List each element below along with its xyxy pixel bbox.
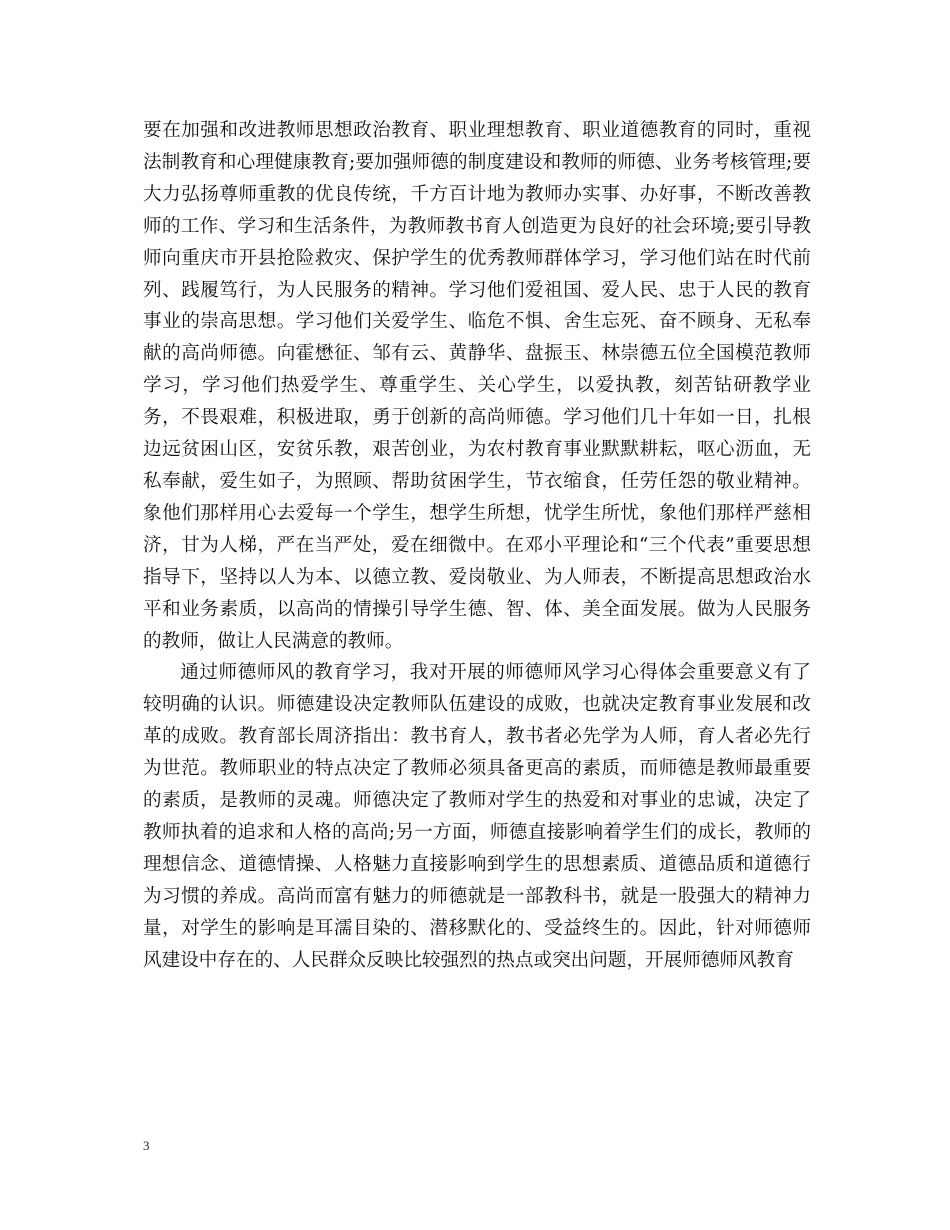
page-number: 3 — [143, 1138, 150, 1153]
paragraph-2: 通过师德师风的教育学习，我对开展的师德师风学习心得体会重要意义有了较明确的认识。师德建设决定教师队伍建设的成败，也就决定教育事业发展和改革的成败。教育部长周济指出：教书育人，教书者必先学为人师，育人者必先行为世范。教师职业的特点决定了教师必须具备更高的素质，而师德是教师最重要的素质，是教师的灵魂。师德决定了教师对学生的热爱和对事业的忠诚，决定了教师执着的追求和人格的高尚;另一方面，师德直接影响着学生们的成长，教师的理想信念、道德情操、人格魅力直接影响到学生的思想素质、道德品质和道德行为习惯的养成。高尚而富有魅力的师德就是一部教科书，就是一股强大的精神力量，对学生的影响是耳濡目染的、潜移默化的、受益终生的。因此，针对师德师风建设中存在的、人民群众反映比较强烈的热点或突出问题，开展师德师风教育 — [143, 662, 811, 971]
paragraph-1: 要在加强和改进教师思想政治教育、职业理想教育、职业道德教育的同时，重视法制教育和心理健康教育;要加强师德的制度建设和教师的师德、业务考核管理;要大力弘扬尊师重教的优良传统，千方百计地为教师办实事、办好事，不断改善教师的工作、学习和生活条件，为教师教书育人创造更为良好的社会环境;要引导教师向重庆市开县抢险救灾、保护学生的优秀教师群体学习，学习他们站在时代前列、践履笃行，为人民服务的精神。学习他们爱祖国、爱人民、忠于人民的教育事业的崇高思想。学习他们关爱学生、临危不惧、舍生忘死、奋不顾身、无私奉献的高尚师德。向霍懋征、邹有云、黄静华、盘振玉、林崇德五位全国模范教师学习，学习他们热爱学生、尊重学生、关心学生，以爱执教，刻苦钻研教学业务，不畏艰难，积极进取，勇于创新的高尚师德。学习他们几十年如一日，扎根边远贫困山区，安贫乐教，艰苦创业，为农村教育事业默默耕耘，呕心沥血，无私奉献，爱生如子，为照顾、帮助贫困学生，节衣缩食，任劳任怨的敬业精神。象他们那样用心去爱每一个学生，想学生所想，忧学生所忧，象他们那样严慈相济，甘为人梯，严在当严处，爱在细微中。在邓小平理论和“三个代表”重要思想指导下，坚持以人为本、以德立教、爱岗敬业、为人师表，不断提高思想政治水平和业务素质，以高尚的情操引导学生德、智、体、美全面发展。做为人民服务的教师，做让人民满意的教师。 — [143, 120, 811, 652]
body-text — [143, 115, 811, 976]
